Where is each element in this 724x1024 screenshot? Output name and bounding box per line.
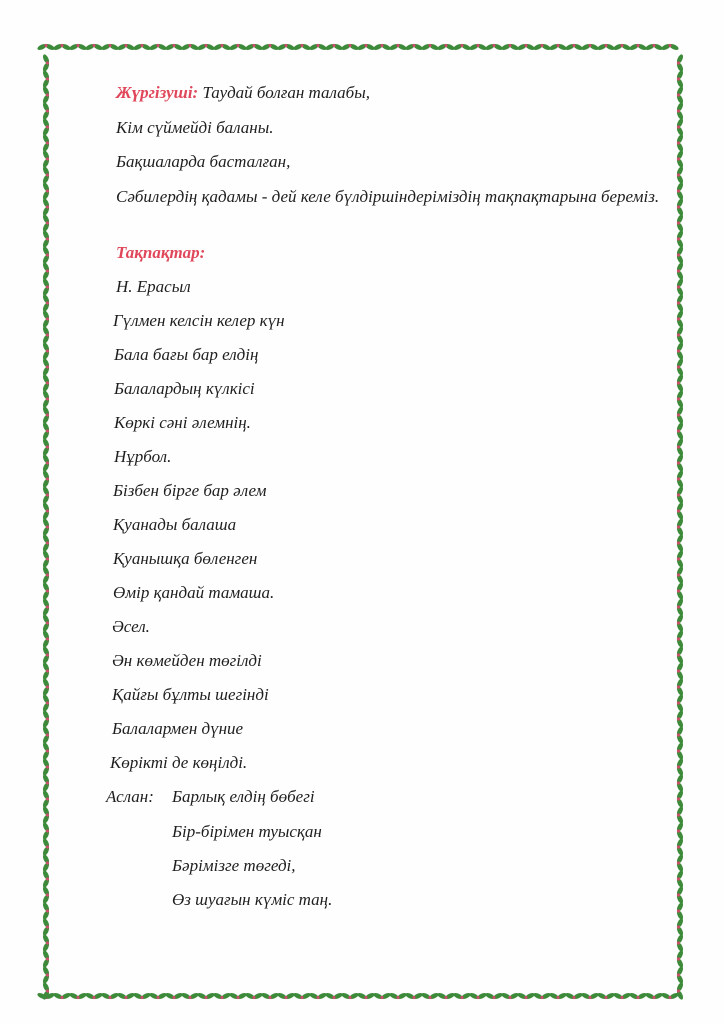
section-title: Тақпақтар: <box>116 243 206 262</box>
poem-line: Бәрімізге төгеді, <box>172 856 296 875</box>
poem-line: Қуанышқа бөленген <box>113 549 258 568</box>
poem-line: Балалардың күлкісі <box>114 379 255 398</box>
intro-line-4: Сәбилердің қадамы - дей келе бүлдіршіндеріміздің тақпақтарына береміз. <box>116 187 660 206</box>
aslan-label: Аслан: <box>106 787 154 806</box>
poem-line: Бір-бірімен туысқан <box>172 822 322 841</box>
speaker-label: Жүргізуші: <box>116 83 199 102</box>
poem-line: Гүлмен келсін келер күн <box>113 311 285 330</box>
intro-line-3: Бақшаларда басталған, <box>116 152 291 171</box>
poem-author: Нұрбол. <box>114 447 172 466</box>
poem-line: Бала бағы бар елдің <box>114 345 259 364</box>
poem-author: Әсел. <box>112 617 150 636</box>
intro-line-2: Кім сүймейді баланы. <box>116 118 274 137</box>
intro-text-1: Таудай болған талабы, <box>202 83 370 102</box>
poem-line: Балалармен дүние <box>112 719 244 738</box>
intro-line-1 <box>116 83 370 103</box>
poem-line: Көркі сәні әлемнің. <box>114 413 251 432</box>
poem-line: Қуанады балаша <box>113 515 237 534</box>
poem-line: Өз шуағын күміс таң. <box>172 890 333 909</box>
poem-line: Бізбен бірге бар әлем <box>113 481 267 500</box>
poem-line: Қайғы бұлты шегінді <box>112 685 269 704</box>
poem-author: Н. Ерасыл <box>116 277 191 296</box>
poem-line: Ән көмейден төгілді <box>112 651 262 670</box>
poem-line: Барлық елдің бөбегі <box>172 787 315 806</box>
poem-line: Көрікті де көңілді. <box>110 753 248 772</box>
poem-line: Өмір қандай тамаша. <box>113 583 275 602</box>
